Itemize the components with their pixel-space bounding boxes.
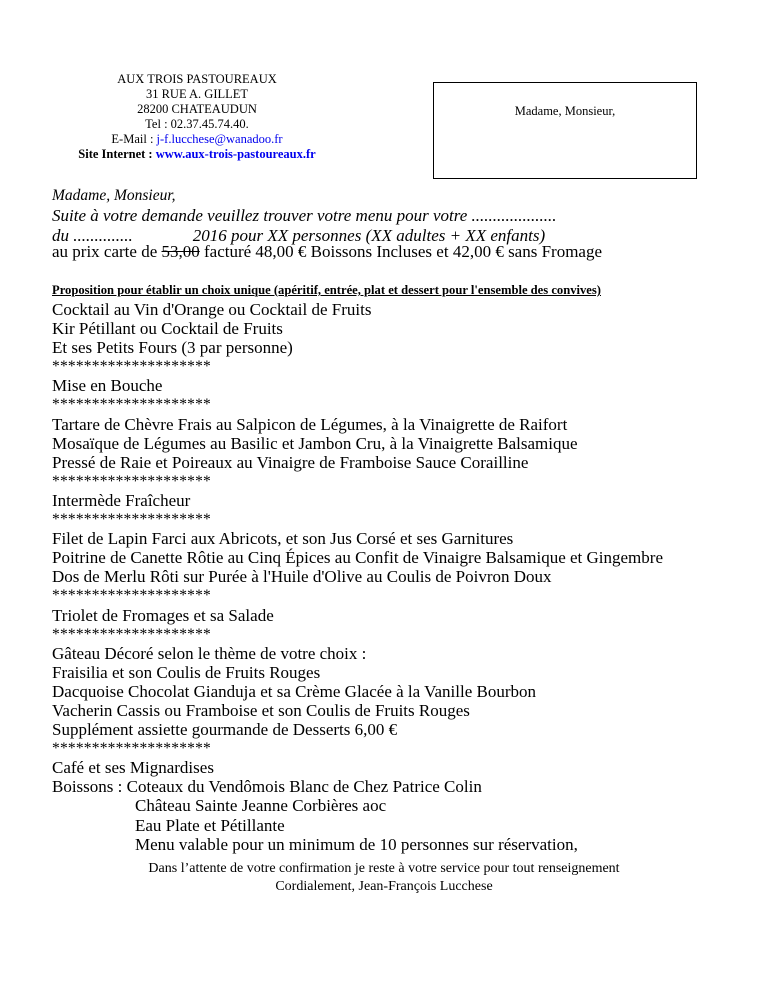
restaurant-name: AUX TROIS PASTOUREAUX [117,72,277,86]
restaurant-phone: Tel : 02.37.45.74.40. [145,117,249,131]
intro-block [52,186,557,246]
menu-item: Supplément assiette gourmande de Desserts 6,00 € [52,720,398,740]
restaurant-city: 28200 CHATEAUDUN [137,102,257,116]
menu-separator: ******************** [52,740,211,758]
menu-item: Et ses Petits Fours (3 par personne) [52,338,293,358]
menu-item: Mosaïque de Légumes au Basilic et Jambon Cru, à la Vinaigrette Balsamique [52,433,578,453]
price-line [52,242,602,262]
menu-list [52,300,768,854]
price-prefix: au prix carte de [52,242,162,261]
menu-item: Kir Pétillant ou Cocktail de Fruits [52,319,283,339]
menu-item: Tartare de Chèvre Frais au Salpicon de Légumes, à la Vinaigrette de Raifort [52,414,568,434]
email-line [52,132,342,147]
menu-item: Pressé de Raie et Poireaux au Vinaigre de Framboise Sauce Corailline [52,452,529,472]
menu-separator: ******************** [52,511,211,529]
restaurant-header [52,72,342,162]
menu-separator: ******************** [52,625,211,643]
menu-separator: ******************** [52,472,211,490]
menu-separator: ******************** [52,358,211,376]
menu-item-indented: Château Sainte Jeanne Corbières aoc [135,796,387,816]
intro-party-size: 2016 pour XX personnes (XX adultes + XX enfants) [192,226,546,245]
email-label: E-Mail : [111,132,157,146]
menu-item: Triolet de Fromages et sa Salade [52,605,274,625]
recipient-address-box [433,82,697,179]
menu-item-indented: Menu valable pour un minimum de 10 personnes sur réservation, [135,834,578,854]
menu-item: Cocktail au Vin d'Orange ou Cocktail de Fruits [52,300,372,319]
menu-separator: ******************** [52,396,211,414]
menu-item: Boissons : Coteaux du Vendômois Blanc de Chez Patrice Colin [52,777,482,797]
proposal-heading: Proposition pour établir un choix unique (apéritif, entrée, plat et dessert pour l'ensemble des convives) [52,283,601,297]
site-link[interactable]: www.aux-trois-pastoureaux.fr [155,147,316,161]
old-price: 53,00 [161,242,200,261]
menu-item: Mise en Bouche [52,376,163,396]
menu-item: Dacquoise Chocolat Gianduja et sa Crème Glacée à la Vanille Bourbon [52,681,537,701]
restaurant-street: 31 RUE A. GILLET [145,87,249,101]
site-line [52,147,342,162]
menu-item: Café et ses Mignardises [52,758,214,778]
menu-item: Poitrine de Canette Rôtie au Cinq Épices au Confit de Vinaigre Balsamique et Gingembre [52,548,663,568]
menu-item: Intermède Fraîcheur [52,490,191,510]
menu-separator: ******************** [52,587,211,605]
email-link[interactable]: j-f.lucchese@wanadoo.fr [156,132,283,146]
price-details: facturé 48,00 € Boissons Incluses et 42,00 € sans Fromage [199,242,603,261]
signature: Cordialement, Jean-François Lucchese [275,879,493,894]
intro-line-1: Suite à votre demande veuillez trouver votre menu pour votre .................... [52,206,557,225]
menu-item: Gâteau Décoré selon le thème de votre choix : [52,643,367,663]
recipient-salutation: Madame, Monsieur, [514,104,616,118]
closing-line: Dans l’attente de votre confirmation je reste à votre service pour tout renseignement [148,861,620,876]
menu-item: Fraisilia et son Coulis de Fruits Rouges [52,662,321,682]
intro-date-blank: du .............. [52,226,133,245]
menu-item-indented: Eau Plate et Pétillante [135,815,285,835]
greeting: Madame, Monsieur, [52,187,176,204]
site-label: Site Internet : [78,147,156,161]
menu-item: Dos de Merlu Rôti sur Purée à l'Huile d'Olive au Coulis de Poivron Doux [52,567,552,587]
menu-item: Vacherin Cassis ou Framboise et son Coulis de Fruits Rouges [52,700,470,720]
menu-item: Filet de Lapin Farci aux Abricots, et son Jus Corsé et ses Garnitures [52,529,514,549]
